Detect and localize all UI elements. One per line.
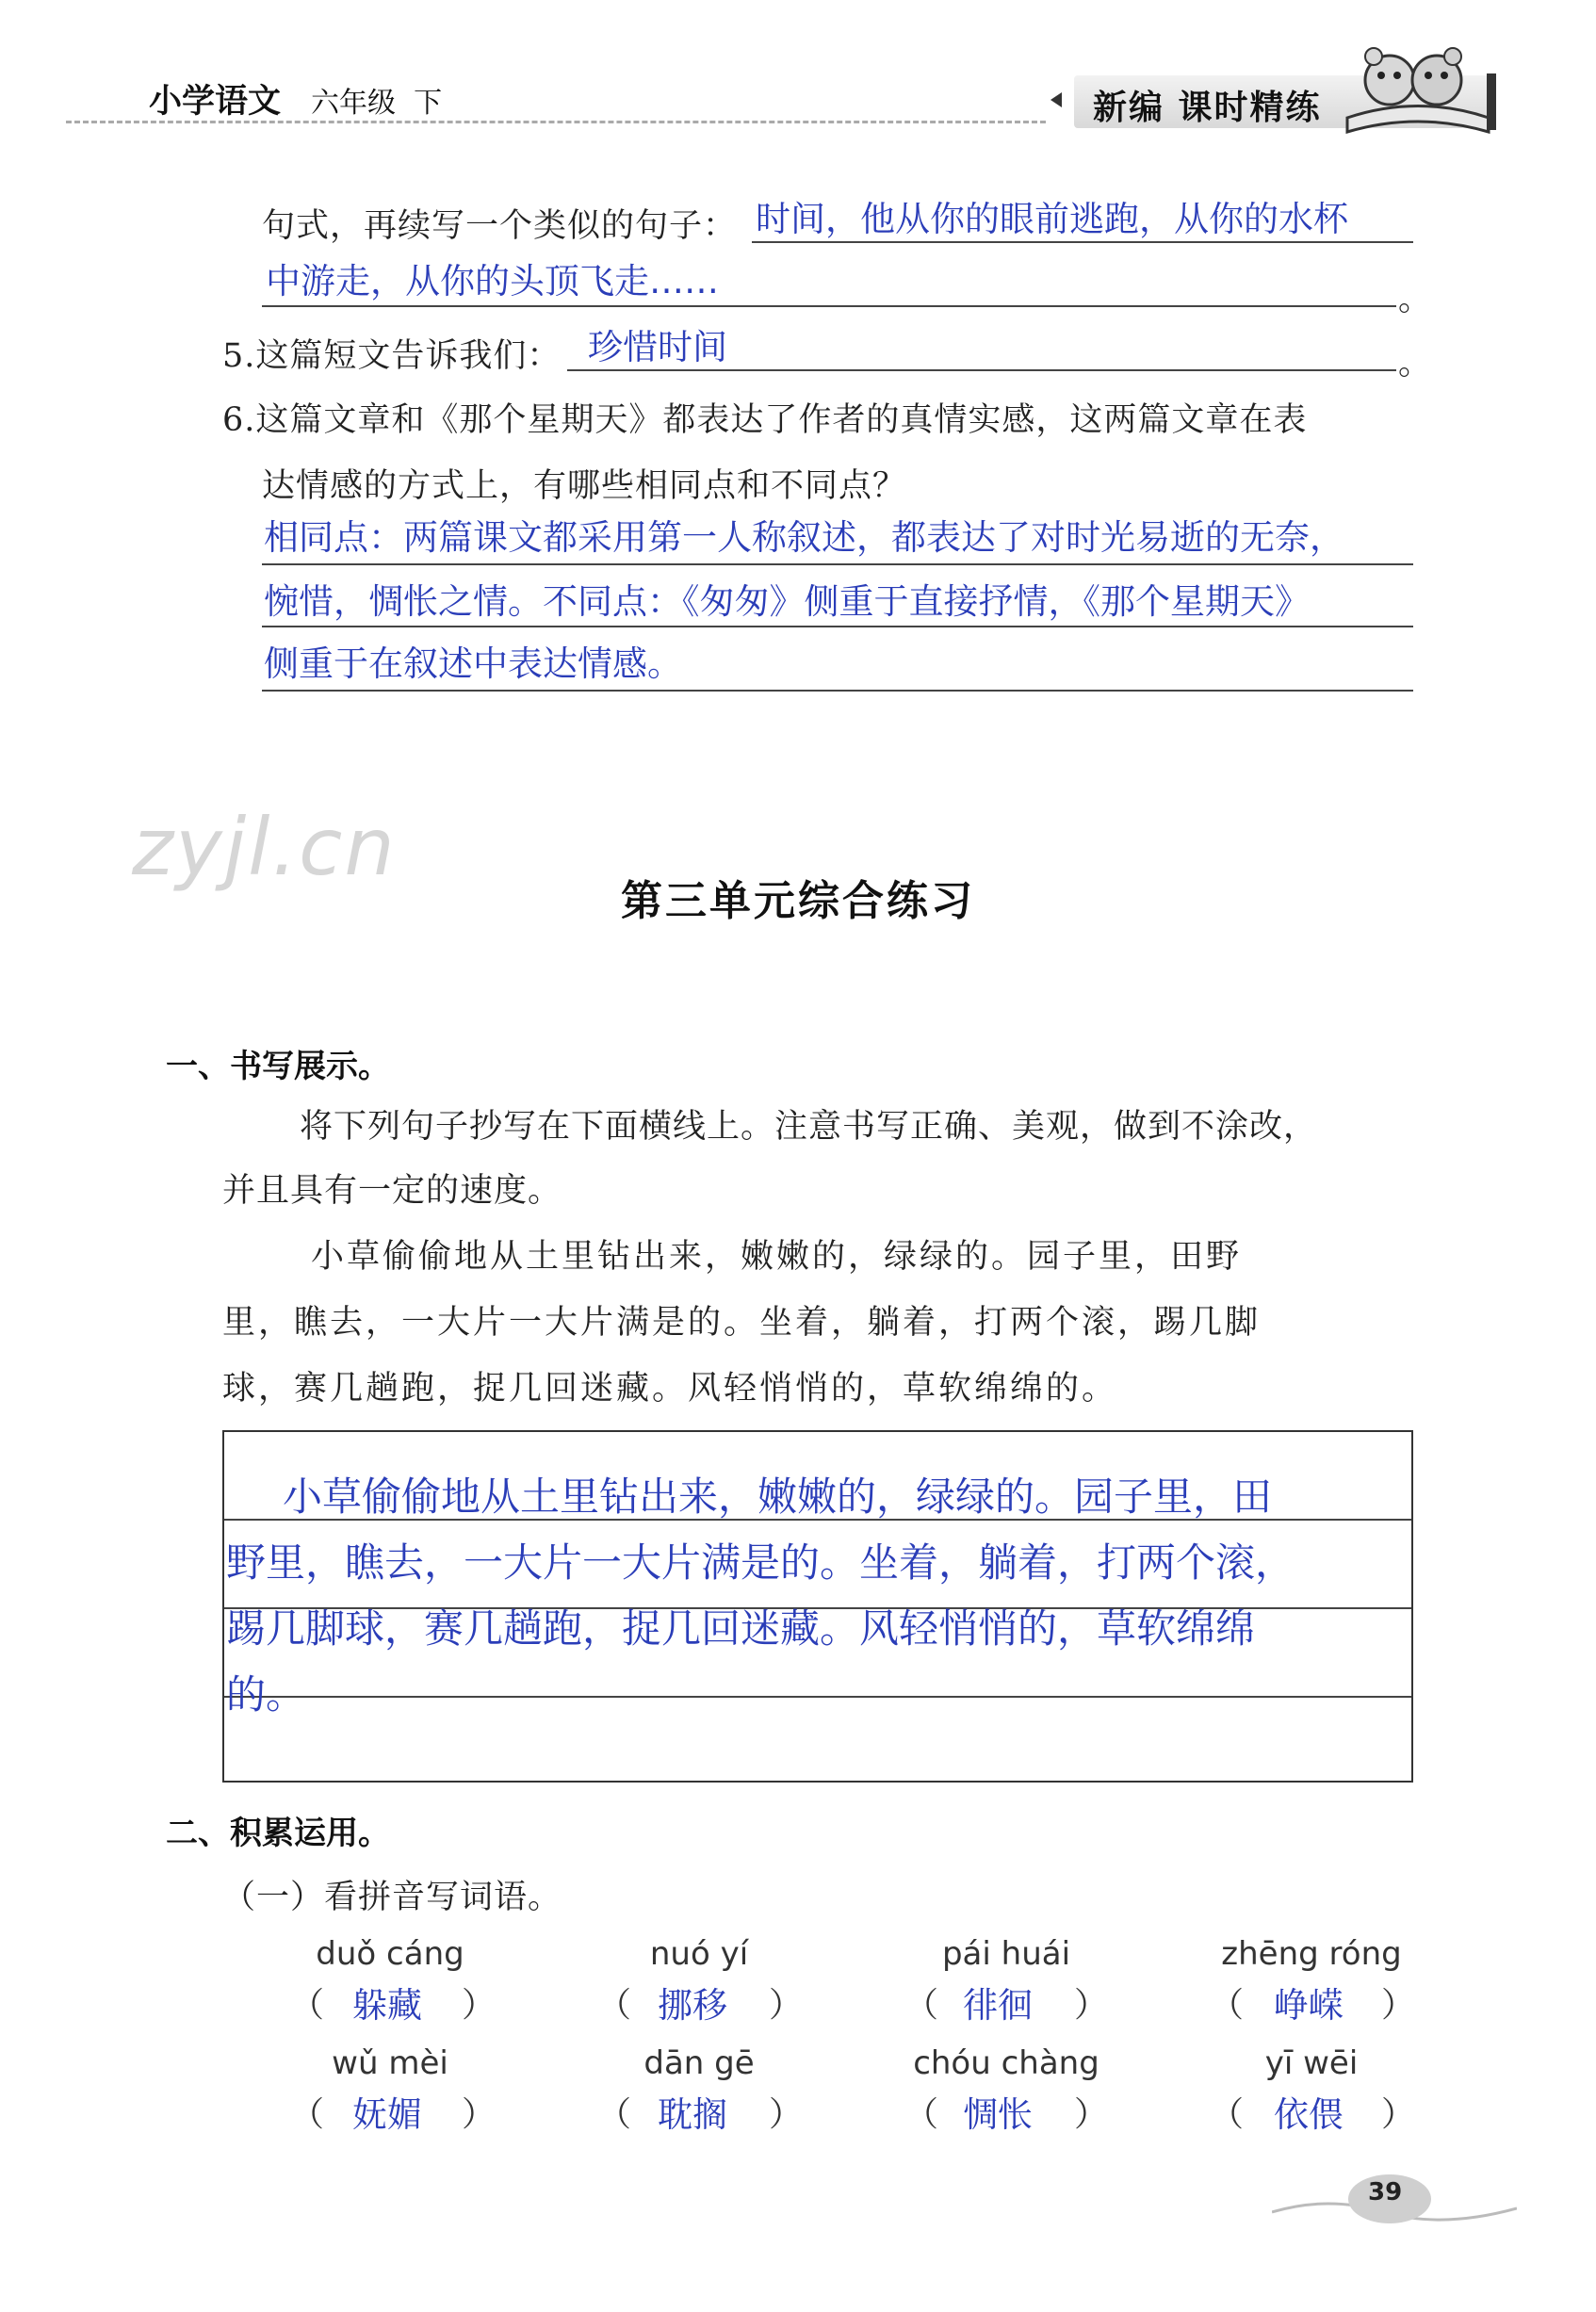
passage-line2: 里，瞧去，一大片一大片满是的。坐着，躺着，打两个滚，踢几脚 [222, 1304, 1262, 1342]
q4-answer-underline-2 [262, 305, 1396, 307]
paren-close-5: ） [462, 2095, 497, 2134]
paren-close-8: ） [1381, 2095, 1416, 2134]
paren-open-8: （ [1210, 2095, 1245, 2134]
pinyin-2: nuó yí [649, 1935, 749, 1973]
q6-answer-line3: 侧重于在叙述中表达情感。 [264, 643, 682, 684]
passage-line1: 小草偷偷地从土里钻出来，嫩嫩的，绿绿的。园子里，田野 [311, 1238, 1243, 1276]
copy-line2: 野里，瞧去，一大片一大片满是的。坐着，躺着，打两个滚， [226, 1539, 1295, 1586]
pinyin-1: duǒ cáng [316, 1935, 464, 1973]
q5-answer-underline [567, 369, 1396, 371]
q4-prefix: 句式，再续写一个类似的句子： [262, 207, 738, 245]
pinyin-4: zhēng róng [1221, 1935, 1402, 1973]
header-grade: 六年级 下 [311, 87, 443, 120]
paren-close-6: ） [769, 2095, 804, 2134]
answer-5[interactable]: 妩媚 [352, 2094, 422, 2135]
answer-3[interactable]: 徘徊 [963, 1985, 1033, 2026]
paren-open-5: （ [290, 2095, 325, 2134]
paren-open-7: （ [904, 2095, 939, 2134]
paren-open-3: （ [904, 1986, 939, 2025]
copy-box-ruling-3 [224, 1696, 1411, 1698]
q6-underline-3 [262, 690, 1413, 692]
q5-period: 。 [1398, 345, 1433, 383]
q5-answer: 珍惜时间 [588, 327, 727, 367]
q6-question-line1: 6.这篇文章和《那个星期天》都表达了作者的真情实感，这两篇文章在表 [222, 401, 1308, 439]
section2-sub-heading: （一）看拼音写词语。 [222, 1879, 562, 1916]
copy-line4: 的。 [226, 1671, 306, 1718]
page-number: 39 [1368, 2178, 1403, 2206]
pinyin-7: chóu chàng [913, 2044, 1099, 2082]
pinyin-3: pái huái [941, 1935, 1071, 1973]
header-series-title: 新编 课时精练 [1093, 89, 1322, 127]
paren-close-7: ） [1074, 2095, 1109, 2134]
q6-underline-2 [262, 626, 1413, 627]
book-mascot-icon [1338, 28, 1498, 141]
q4-answer-underline-1 [752, 241, 1413, 243]
q4-answer-line1: 时间，他从你的眼前逃跑，从你的水杯 [756, 199, 1348, 239]
q6-answer-line2: 惋惜，惆怅之情。不同点：《匆匆》侧重于直接抒情，《那个星期天》 [264, 581, 1310, 622]
q5-prefix: 5.这篇短文告诉我们： [222, 337, 562, 375]
paren-open-1: （ [290, 1986, 325, 2025]
answer-7[interactable]: 惆怅 [963, 2094, 1033, 2135]
answer-6[interactable]: 耽搁 [658, 2094, 727, 2135]
paren-close-1: ） [462, 1986, 497, 2025]
q6-answer-line1: 相同点：两篇课文都采用第一人称叙述，都表达了对时光易逝的无奈， [264, 517, 1344, 558]
paren-open-6: （ [597, 2095, 632, 2134]
copy-line1: 小草偷偷地从土里钻出来，嫩嫩的，绿绿的。园子里，田 [283, 1473, 1273, 1520]
passage-line3: 球，赛几趟跑，捉几回迷藏。风轻悄悄的，草软绵绵的。 [222, 1370, 1118, 1408]
answer-1[interactable]: 躲藏 [352, 1985, 422, 2026]
copy-line3: 踢几脚球，赛几趟跑，捉几回迷藏。风轻悄悄的，草软绵绵 [226, 1605, 1256, 1652]
unit-title: 第三单元综合练习 [621, 877, 975, 925]
pinyin-6: dān gē [643, 2044, 755, 2082]
paren-close-2: ） [769, 1986, 804, 2025]
paren-open-2: （ [597, 1986, 632, 2025]
section1-instruction-line2: 并且具有一定的速度。 [222, 1172, 562, 1210]
paren-close-4: ） [1381, 1986, 1416, 2025]
answer-4[interactable]: 峥嵘 [1274, 1985, 1344, 2026]
section1-heading: 一、书写展示。 [166, 1048, 390, 1085]
q6-question-line2: 达情感的方式上，有哪些相同点和不同点？ [262, 467, 907, 505]
pinyin-5: wǔ mèi [332, 2044, 448, 2082]
answer-2[interactable]: 挪移 [658, 1985, 727, 2026]
q6-underline-1 [262, 563, 1413, 565]
pinyin-8: yī wēi [1264, 2044, 1359, 2082]
watermark: zyjl.cn [132, 801, 397, 893]
q4-answer-line2: 中游走，从你的头顶飞走…… [266, 261, 719, 301]
paren-close-3: ） [1074, 1986, 1109, 2025]
header-dashed-rule [66, 121, 1046, 123]
header-arrow-icon [1050, 92, 1062, 107]
header-right-bar [1487, 73, 1496, 130]
header-subject: 小学语文 [149, 83, 282, 121]
paren-open-4: （ [1210, 1986, 1245, 2025]
q4-period: 。 [1398, 281, 1433, 318]
section2-heading: 二、积累运用。 [166, 1815, 390, 1852]
section1-instruction-line1: 将下列句子抄写在下面横线上。注意书写正确、美观，做到不涂改， [300, 1108, 1318, 1146]
answer-8[interactable]: 依偎 [1274, 2094, 1344, 2135]
